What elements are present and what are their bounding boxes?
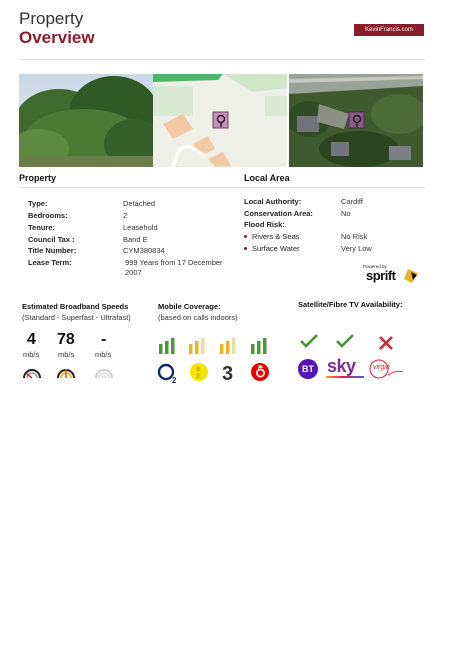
check-icon	[336, 334, 354, 353]
section-divider	[19, 187, 425, 188]
type-label: Type:	[28, 199, 48, 208]
type-value: Detached	[123, 199, 156, 208]
ee-logo-icon	[189, 362, 209, 387]
signal-strong-icon	[251, 337, 269, 359]
header-divider	[19, 59, 425, 60]
svg-text:E: E	[196, 367, 201, 373]
check-icon	[300, 334, 318, 353]
signal-medium-icon	[189, 337, 207, 359]
vodafone-logo-icon	[250, 362, 270, 387]
bullet-icon	[244, 235, 247, 238]
council-tax-label: Council Tax :	[28, 235, 75, 244]
signal-strong-icon	[159, 337, 177, 359]
powered-by-label: Powered by	[363, 264, 387, 269]
bt-wordmark: BT	[302, 364, 314, 374]
surface-water-label: Surface Water	[252, 244, 300, 253]
sprift-wordmark: sprift	[366, 268, 396, 283]
rivers-seas-label: Rivers & Seas	[252, 232, 300, 241]
sky-wordmark: sky	[327, 356, 356, 376]
page-title-line1: Property	[19, 9, 84, 28]
speedometer-low-icon	[22, 365, 42, 386]
svg-text:3: 3	[222, 363, 234, 382]
tenure-value: Leasehold	[123, 223, 158, 232]
virgin-wordmark: virgin	[373, 364, 390, 371]
broadband-title: Estimated Broadband Speeds	[22, 302, 129, 311]
aerial-photo	[289, 74, 423, 167]
tv-title: Satellite/Fibre TV Availability:	[298, 300, 403, 309]
rivers-seas-value: No Risk	[341, 232, 368, 241]
lease-term-value: 999 Years from 17 December 2007	[125, 258, 223, 277]
sky-logo-icon	[326, 356, 364, 380]
broadband-subtitle: (Standard - Superfast - Ultrafast)	[22, 313, 131, 322]
conservation-area-label: Conservation Area:	[244, 209, 313, 218]
local-authority-value: Cardiff	[341, 197, 363, 206]
title-number-value: CYM380834	[123, 246, 165, 255]
mobile-title: Mobile Coverage:	[158, 302, 221, 311]
local-authority-label: Local Authority:	[244, 197, 302, 206]
speedometer-disabled-icon	[94, 365, 114, 386]
title-number-label: Title Number:	[28, 246, 77, 255]
superfast-speed-unit: mb/s	[58, 350, 75, 359]
location-map	[153, 74, 287, 167]
bullet-icon	[244, 247, 247, 250]
standard-speed-value: 4	[27, 331, 36, 348]
bedrooms-label: Bedrooms:	[28, 211, 68, 220]
bedrooms-value: 2	[123, 211, 128, 220]
local-area-heading: Local Area	[244, 173, 290, 183]
o2-logo-icon	[157, 362, 179, 389]
sprift-logo	[364, 267, 420, 285]
virgin-logo-icon	[368, 358, 404, 382]
property-heading: Property	[19, 173, 57, 183]
page-title-line2: Overview	[19, 28, 95, 47]
speedometer-mid-icon	[56, 365, 76, 386]
property-photo	[19, 74, 153, 167]
superfast-speed-value: 78	[57, 331, 75, 348]
svg-text:2: 2	[172, 376, 177, 384]
lease-term-label: Lease Term:	[28, 258, 72, 267]
bt-logo-icon	[297, 358, 319, 380]
tenure-label: Tenure:	[28, 223, 55, 232]
flood-risk-label: Flood Risk:	[244, 220, 285, 229]
council-tax-value: Band E	[123, 235, 148, 244]
conservation-area-value: No	[341, 209, 351, 218]
mobile-subtitle: (based on calls indoors)	[158, 313, 238, 322]
cross-icon	[378, 335, 394, 356]
svg-text:E: E	[196, 374, 201, 380]
ultrafast-speed-unit: mb/s	[95, 350, 112, 359]
three-logo-icon	[219, 362, 239, 387]
signal-medium-icon	[220, 337, 238, 359]
surface-water-value: Very Low	[341, 244, 372, 253]
ultrafast-speed-value: -	[101, 331, 107, 348]
brand-logo: KevinFrancis.com	[354, 24, 424, 36]
standard-speed-unit: mb/s	[23, 350, 40, 359]
